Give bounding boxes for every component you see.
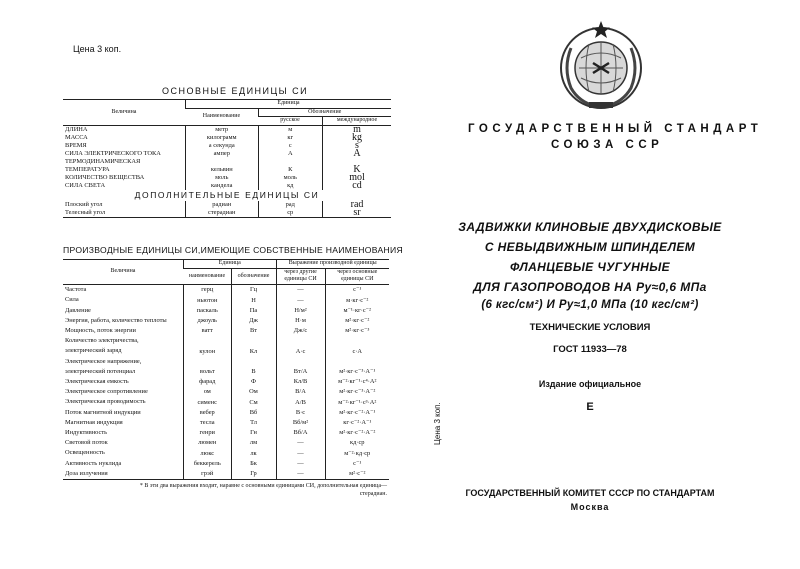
derived-units-table [63, 259, 389, 480]
table-row [63, 285, 389, 296]
designation-cell: Ом [231, 387, 276, 397]
header-russian: русское [280, 117, 300, 124]
via-basic-cell: кд·ср [325, 438, 389, 448]
russian-designation-cell: кг [258, 134, 323, 142]
table-row [63, 134, 391, 142]
unit-name-cell: кулон [184, 346, 232, 356]
table-row [63, 326, 389, 336]
header-via-other: через другие единицы СИ [276, 268, 325, 284]
table-row [63, 418, 389, 428]
doc-title-line2: С НЕВЫДВИЖНЫМ ШПИНДЕЛЕМ [484, 240, 696, 254]
table-row [63, 209, 391, 218]
table-row [63, 182, 391, 190]
designation-cell: Тл [231, 418, 276, 428]
quantity-cell: ТЕРМОДИНАМИЧЕСКАЯ [65, 158, 141, 166]
unit-name-cell: беккерель [184, 459, 232, 469]
table-row [63, 150, 391, 158]
header-name: Наименование [202, 113, 241, 120]
quantity-cell: Сила [65, 296, 79, 304]
via-basic-cell: кг·с⁻²·А⁻¹ [325, 418, 389, 428]
gost-number: ГОСТ 11933—78 [553, 344, 627, 355]
price-vertical: Цена 3 коп. [433, 402, 442, 445]
edition-letter: Е [586, 401, 594, 413]
header-quantity: Величина [111, 108, 137, 115]
committee: ГОСУДАРСТВЕННЫЙ КОМИТЕТ СССР ПО СТАНДАРТАМ [465, 488, 715, 498]
russian-designation-cell: с [258, 142, 323, 150]
doc-title-line3: ФЛАНЦЕВЫЕ ЧУГУННЫЕ [509, 260, 671, 274]
derived-units-title: ПРОИЗВОДНЫЕ ЕДИНИЦЫ СИ,ИМЕЮЩИЕ СОБСТВЕННЫЕ НАИМЕНОВАНИЯ [63, 245, 403, 255]
quantity-cell: СИЛА ЭЛЕКТРИЧЕСКОГО ТОКА [65, 150, 161, 158]
basic-units-title: ОСНОВНЫЕ ЕДИНИЦЫ СИ [162, 86, 309, 96]
quantity-cell: МАССА [65, 134, 88, 142]
quantity-cell: Плоский угол [65, 200, 103, 208]
designation-cell: Вт [231, 326, 276, 336]
table-row [63, 459, 389, 469]
via-basic-cell: с·А [325, 346, 389, 356]
header-unit: Единица [184, 260, 277, 269]
via-basic-cell: м⁻¹·кг·с⁻² [325, 306, 389, 316]
designation-cell: лк [231, 448, 276, 458]
table-row [63, 448, 389, 458]
international-designation-cell: A [323, 150, 392, 158]
unit-name-cell: ампер [186, 150, 259, 158]
quantity-cell: КОЛИЧЕСТВО ВЕЩЕСТВА [65, 173, 145, 181]
state-standard-line1: ГОСУДАРСТВЕННЫЙ СТАНДАРТ [468, 123, 763, 135]
designation-cell: В [231, 367, 276, 377]
table-row [63, 438, 389, 448]
via-basic-cell: м⁻²·кг⁻¹·с⁴·А² [325, 377, 389, 387]
via-basic-cell [325, 357, 389, 367]
russian-designation-cell: ср [258, 209, 323, 218]
edition-label: Издание официальное [538, 379, 642, 389]
table-row [63, 174, 391, 182]
russian-designation-cell: моль [258, 174, 323, 182]
quantity-cell: Энергия, работа, количество теплоты [65, 316, 167, 324]
header-quantity: Величина [110, 268, 136, 275]
quantity-cell: Электрическое напряжение, [65, 357, 142, 365]
designation-cell: Гц [231, 285, 276, 296]
table-row [63, 295, 389, 305]
via-other-cell: — [276, 295, 325, 305]
quantity-cell: Количество электричества, [65, 337, 139, 345]
designation-cell: Па [231, 306, 276, 316]
international-designation-cell: mol [323, 174, 392, 182]
designation-cell: Гн [231, 428, 276, 438]
header-international: международное [323, 117, 392, 126]
via-other-cell: — [276, 459, 325, 469]
quantity-cell: Электрическое сопротивление [65, 388, 148, 396]
table-row [63, 387, 389, 397]
international-designation-cell: s [323, 142, 392, 150]
designation-cell: Дж [231, 316, 276, 326]
table-row [63, 367, 389, 377]
quantity-cell: Телесный угол [65, 208, 106, 216]
unit-name-cell: стерадиан [186, 209, 259, 218]
unit-name-cell: метр [186, 126, 259, 135]
designation-cell: Кл [231, 346, 276, 356]
designation-cell: Вб [231, 408, 276, 418]
via-other-cell: Н·м [276, 316, 325, 326]
quantity-cell: Давление [65, 306, 91, 314]
price-label: Цена 3 коп. [73, 44, 122, 54]
unit-name-cell: паскаль [184, 306, 232, 316]
via-basic-cell: м⁻²·кд·ср [325, 448, 389, 458]
header-designation: обозначение [231, 268, 276, 284]
quantity-cell: Магнитная индукция [65, 418, 123, 426]
international-designation-cell: cd [323, 182, 392, 190]
table-row [63, 428, 389, 438]
via-other-cell [276, 357, 325, 367]
international-designation-cell: K [323, 166, 392, 174]
via-basic-cell: м²·кг·с⁻³·А⁻² [325, 387, 389, 397]
quantity-cell: ДЛИНА [65, 126, 88, 134]
via-basic-cell: м²·с⁻² [325, 469, 389, 480]
unit-name-cell: люмен [184, 438, 232, 448]
header-unit: Единица [186, 100, 392, 109]
via-basic-cell [325, 336, 389, 346]
unit-name-cell: джоуль [184, 316, 232, 326]
unit-name-cell: генри [184, 428, 232, 438]
table-row [63, 357, 389, 367]
quantity-cell: Индуктивность [65, 428, 108, 436]
doc-title-line5: (6 кгс/см²) И Py≈1,0 МПа (10 кгс/см²) [481, 299, 699, 311]
table-row [63, 408, 389, 418]
designation-cell: Бк [231, 459, 276, 469]
via-other-cell: В·с [276, 408, 325, 418]
via-basic-cell: с⁻¹ [325, 285, 389, 296]
table-row [63, 201, 391, 209]
quantity-cell: ВРЕМЯ [65, 142, 87, 150]
quantity-cell: СИЛА СВЕТА [65, 181, 106, 189]
via-other-cell: А·с [276, 346, 325, 356]
via-basic-cell: с⁻¹ [325, 459, 389, 469]
unit-name-cell: люкс [184, 448, 232, 458]
quantity-cell: Электрическая проводимость [65, 398, 146, 406]
via-other-cell [276, 336, 325, 346]
city: Москва [570, 502, 610, 512]
international-designation-cell: rad [323, 201, 392, 209]
via-other-cell: Дж/с [276, 326, 325, 336]
via-other-cell: — [276, 448, 325, 458]
international-designation-cell: sr [323, 209, 392, 218]
designation-cell [231, 357, 276, 367]
quantity-cell: ТЕМПЕРАТУРА [65, 165, 110, 173]
via-other-cell: В/А [276, 387, 325, 397]
unit-name-cell: радиан [186, 201, 259, 209]
quantity-cell: Активность нуклида [65, 459, 122, 467]
table-row [63, 142, 391, 150]
international-designation-cell: m [323, 126, 392, 135]
via-basic-cell: м²·кг·с⁻³·А⁻¹ [325, 367, 389, 377]
russian-designation-cell: рад [258, 201, 323, 209]
doc-title-line1: ЗАДВИЖКИ КЛИНОВЫЕ ДВУХДИСКОВЫЕ [458, 220, 722, 234]
via-basic-cell: м²·кг·с⁻²·А⁻¹ [325, 408, 389, 418]
via-other-cell: — [276, 285, 325, 296]
unit-name-cell: тесла [184, 418, 232, 428]
quantity-cell: Доза излучения [65, 469, 108, 477]
unit-name-cell: фарад [184, 377, 232, 387]
unit-name-cell [184, 336, 232, 346]
unit-name-cell: грэй [184, 469, 232, 480]
supplementary-title: ДОПОЛНИТЕЛЬНЫЕ ЕДИНИЦЫ СИ [134, 189, 320, 200]
technical-conditions: ТЕХНИЧЕСКИЕ УСЛОВИЯ [529, 322, 651, 333]
basic-units-table [63, 99, 391, 218]
header-name: наименование [188, 273, 226, 280]
via-basic-cell: м·кг·с⁻² [325, 295, 389, 305]
russian-designation-cell: кд [258, 182, 323, 190]
international-designation-cell: kg [323, 134, 392, 142]
unit-name-cell: сименс [184, 397, 232, 407]
ussr-emblem-icon [553, 18, 649, 114]
table-row [63, 397, 389, 407]
via-basic-cell: м⁻²·кг⁻¹·с³·А² [325, 397, 389, 407]
unit-name-cell [184, 357, 232, 367]
via-other-cell: — [276, 438, 325, 448]
state-standard-line2: СОЮЗА ССР [551, 139, 664, 151]
quantity-cell: Частота [65, 286, 87, 294]
footnote: * В эти два выражения входит, наравне с основными единицами СИ, дополнительная единица—стерадиан. [139, 483, 387, 497]
via-other-cell: Вб/м² [276, 418, 325, 428]
via-basic-cell: м²·кг·с⁻²·А⁻² [325, 428, 389, 438]
via-other-cell: Н/м² [276, 306, 325, 316]
unit-name-cell: кандела [186, 182, 259, 190]
via-other-cell: Кл/В [276, 377, 325, 387]
table-row [63, 166, 391, 174]
quantity-cell: Освещенность [65, 449, 105, 457]
quantity-cell: Электрическая емкость [65, 377, 129, 385]
table-row [63, 469, 389, 480]
designation-cell: См [231, 397, 276, 407]
designation-cell [231, 336, 276, 346]
via-other-cell: А/В [276, 397, 325, 407]
quantity-cell: Поток магнитной индукции [65, 408, 141, 416]
unit-name-cell: килограмм [186, 134, 259, 142]
unit-name-cell: ньютон [184, 295, 232, 305]
header-expression: Выражение производной единицы [276, 260, 389, 269]
via-basic-cell: м²·кг·с⁻² [325, 316, 389, 326]
unit-name-cell: ватт [184, 326, 232, 336]
table-row [63, 336, 389, 346]
quantity-cell: электрический заряд [65, 347, 122, 355]
unit-name-cell [186, 158, 259, 166]
doc-title-line4: ДЛЯ ГАЗОПРОВОДОВ НА Py≈0,6 МПа [473, 280, 707, 294]
designation-cell: Ф [231, 377, 276, 387]
russian-designation-cell [258, 158, 323, 166]
russian-designation-cell: м [258, 126, 323, 135]
table-row [63, 377, 389, 387]
unit-name-cell: герц [184, 285, 232, 296]
russian-designation-cell: К [258, 166, 323, 174]
designation-cell: Гр [231, 469, 276, 480]
via-basic-cell: м²·кг·с⁻³ [325, 326, 389, 336]
russian-designation-cell: А [258, 150, 323, 158]
unit-name-cell: кельвин [186, 166, 259, 174]
quantity-cell: электрический потенциал [65, 367, 136, 375]
table-row [63, 158, 391, 166]
designation-cell: лм [231, 438, 276, 448]
quantity-cell: Световой поток [65, 439, 108, 447]
quantity-cell: Мощность, поток энергии [65, 326, 136, 334]
via-other-cell: Вб/А [276, 428, 325, 438]
unit-name-cell: моль [186, 174, 259, 182]
via-other-cell: — [276, 469, 325, 480]
table-row [63, 306, 389, 316]
unit-name-cell: вольт [184, 367, 232, 377]
designation-cell: Н [231, 295, 276, 305]
via-other-cell: Вт/А [276, 367, 325, 377]
unit-name-cell: вебер [184, 408, 232, 418]
unit-name-cell: ом [184, 387, 232, 397]
table-row [63, 316, 389, 326]
header-designation: Обозначение [258, 108, 391, 117]
table-row [63, 126, 391, 135]
header-via-basic: через основные единицы СИ [325, 268, 389, 284]
unit-name-cell: а секунда [186, 142, 259, 150]
table-row [63, 346, 389, 356]
